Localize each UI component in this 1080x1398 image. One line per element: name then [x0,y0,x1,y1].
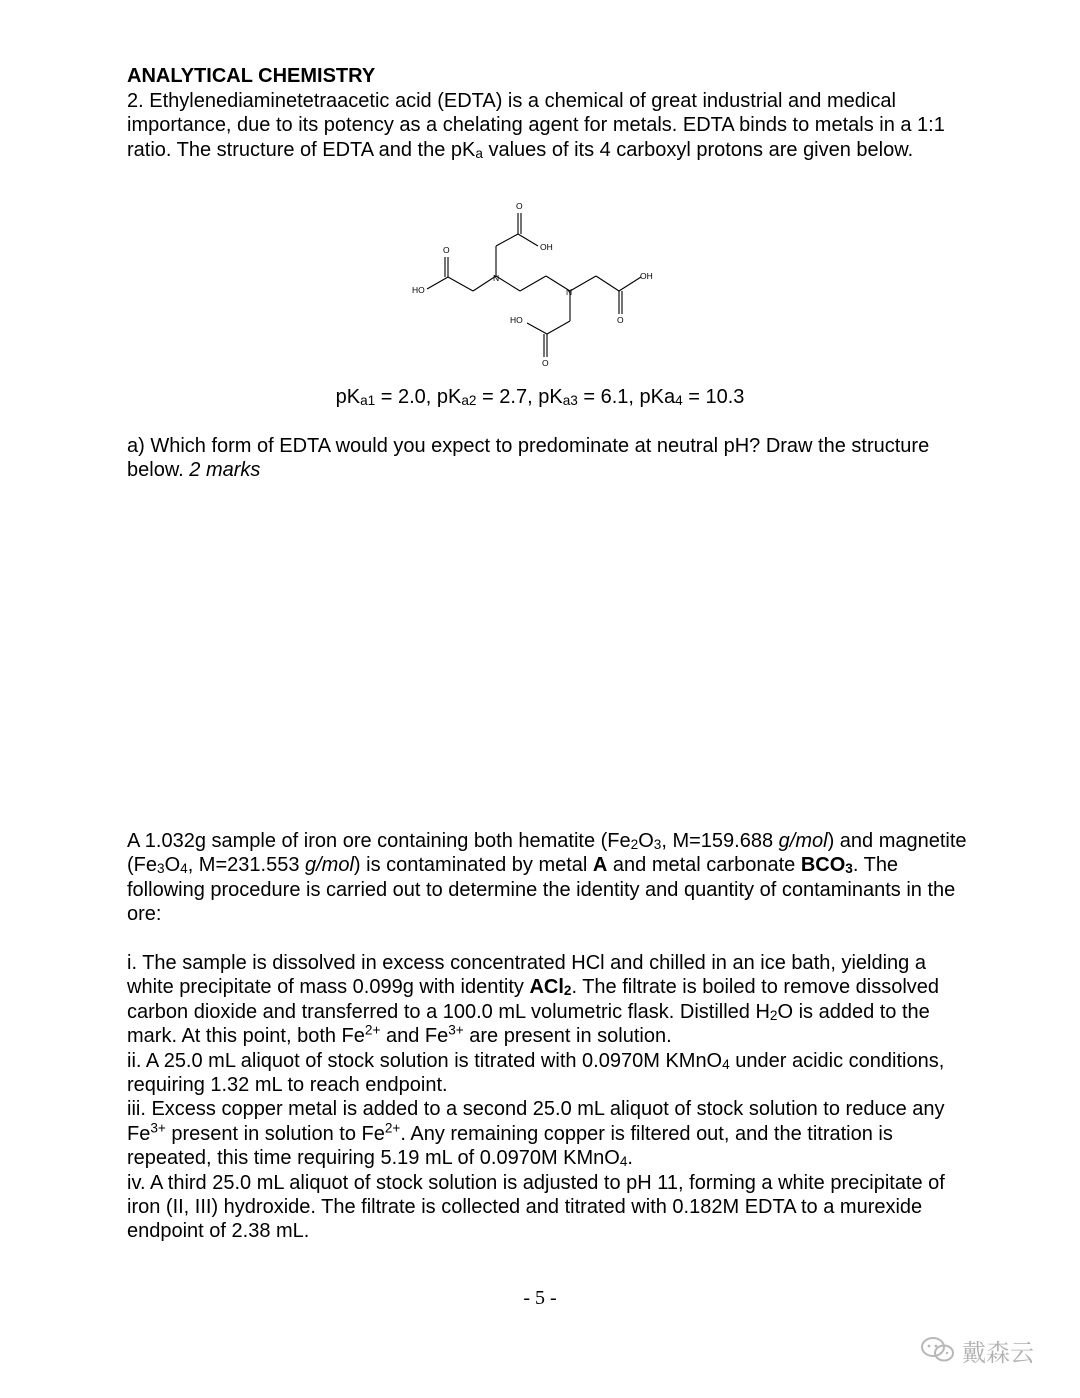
edta-structure-diagram [400,196,680,374]
sample-unit-1: g/mol [778,830,828,852]
step-ii-text-1: ii. A 25.0 mL aliquot of stock solution is titrated with 0.0970M KMnO [127,1049,723,1072]
step-ii-text-2: under acidic conditions, requiring 1.32 mL to reach endpoint. [127,1049,945,1097]
pka1-sub: a1 [360,393,376,409]
question-a-text: a) Which form of EDTA would you expect to predominate at neutral pH? Draw the structure below. [127,435,930,482]
step-iii-text-4: . [627,1147,633,1170]
step-i [127,951,967,1049]
chat-bubble-icon [920,1335,956,1365]
bco3-label [801,854,853,876]
sample-sub-3: 3 [157,861,165,877]
pka-values [0,385,1080,409]
step-ii [127,1049,967,1098]
intro-text: Ethylenediaminetetraacetic acid (EDTA) is a chemical of great industrial and medical importance, due to its potency as a chelating agent for metals. EDTA binds to metals in a 1:1 ratio. The structure of EDTA and the pK [127,90,945,161]
step-ii-sub: 4 [722,1056,730,1072]
pka3-sub: a3 [562,393,578,409]
sample-text-2b: O [164,854,181,877]
step-i-text-4: and Fe [380,1025,449,1048]
label-oxygen-top: O [516,201,523,211]
question-a-marks: 2 marks [189,459,261,482]
acl-sub: 2 [563,983,572,999]
procedure-steps [127,951,967,1244]
sample-sub-2: 3 [653,837,662,853]
step-iii-text-1: iii. Excess copper metal is added to a second 25.0 mL aliquot of stock solution to reduce any Fe [127,1098,945,1145]
pka1-value: = 2.0, [375,386,437,408]
pka3-label: pK [538,386,563,408]
sample-text-5: . The following procedure is carried out to determine the identity and quantity of contaminants in the ore: [127,854,956,926]
sample-text-2: ) and magnetite (Fe [127,830,967,877]
step-iii [127,1097,967,1170]
bco-sub: 3 [845,861,853,877]
watermark [920,1330,1060,1370]
step-i-sup-2: 3+ [448,1022,464,1038]
step-i-text-2: . The filtrate is boiled to remove dissolved carbon dioxide and transferred to a 100.0 mL volumetric flask. Distilled H [127,976,940,1023]
sample-text-4: and metal carbonate [607,854,801,877]
pka2-sub: a2 [461,393,477,409]
sample-text-2d: , M=231.553 [187,854,305,877]
acl-text: ACl [529,976,564,999]
question-number: 2. [127,90,144,112]
sample-text-1d: , M=159.688 [661,830,779,852]
label-oxygen-bottom: O [542,358,549,368]
step-iv: iv. A third 25.0 mL aliquot of stock solution is adjusted to pH 11, forming a white precipitate of iron (II, III) hydroxide. The filtrate is collected and titrated with 0.182M EDTA to a murexide endpoint of 2.38 mL. [127,1171,945,1243]
label-oxygen-right: O [617,315,624,325]
sample-text-1b: O [638,830,654,852]
step-i-text-1: i. The sample is dissolved in excess concentrated HCl and chilled in an ice bath, yielding a white precipitate of mass 0.099g with identity [127,952,926,999]
sample-description [127,829,967,927]
sample-text-3: ) is contaminated by metal [353,854,593,877]
label-nitrogen-right: N [566,287,573,297]
intro-text-end: values of its 4 carboxyl protons are given below. [482,138,914,161]
pka4-value: = 10.3 [682,386,745,408]
sample-text-1: A 1.032g sample of iron ore containing both hematite (Fe [127,830,631,852]
step-iii-text-2: present in solution to Fe [165,1122,385,1145]
step-i-text-5: are present in solution. [463,1025,672,1048]
pka1-label: pK [335,386,361,408]
pka2-label: pK [436,386,462,408]
label-oh-right: OH [640,271,653,281]
acl2-label [529,976,571,998]
intro-subscript: a [475,145,483,161]
step-i-sub: 2 [769,1007,778,1023]
bco-text: BCO [800,854,846,877]
sample-unit-2: g/mol [305,854,354,877]
label-ho-bottom: HO [510,315,523,325]
step-iii-text-3: . Any remaining copper is filtered out, and the titration is repeated, this time requiring 5.19 mL of 0.0970M KMnO [127,1122,893,1170]
pka3-value: = 6.1, [577,386,640,408]
step-iii-sup-1: 3+ [150,1120,166,1136]
step-i-text-3: O is added to the mark. At this point, both Fe [127,1000,930,1048]
pka2-value: = 2.7, [476,386,539,408]
step-i-sup-1: 2+ [364,1022,381,1038]
label-oh-top: OH [540,242,553,252]
sample-sub-4: 4 [180,861,188,877]
step-iii-sup-2: 2+ [384,1120,401,1136]
page-number: - 5 - [523,1287,557,1309]
pka4-label: pKa [639,386,676,408]
sample-sub-1: 2 [630,837,639,853]
metal-a-label: A [592,854,608,877]
question-a [127,434,967,483]
step-iii-sub: 4 [619,1154,628,1170]
label-nitrogen-left: N [493,273,500,283]
question-2-intro [127,89,967,162]
section-heading: ANALYTICAL CHEMISTRY [127,65,376,87]
pka4-sub: 4 [675,393,683,409]
label-oxygen-left: O [443,245,450,255]
label-ho-left: HO [412,285,425,295]
watermark-text: 戴森云 [962,1338,1034,1367]
